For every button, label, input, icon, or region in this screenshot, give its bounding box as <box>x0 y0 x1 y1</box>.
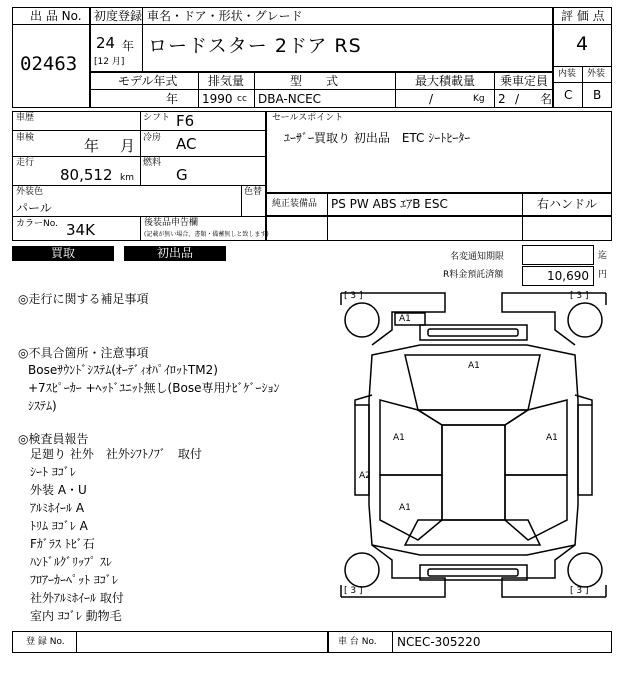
capacity-unit: 名 <box>540 92 553 106</box>
damage-mark: A1 <box>399 503 411 513</box>
ac-value: AC <box>176 135 197 153</box>
sales-point-text: ﾕｰｻﾞｰ買取り 初出品 ETC ｼｰﾄﾋｰﾀｰ <box>284 131 471 145</box>
aftermarket-label: 後装品申告欄 <box>144 218 199 228</box>
steering-position: 右ハンドル <box>537 197 598 211</box>
overall-grade: 4 <box>576 33 589 55</box>
defect-line: ｼｽﾃﾑ) <box>28 399 57 413</box>
max-load-label: 最大積載量 <box>415 74 476 88</box>
wheel-rear-right <box>568 553 602 587</box>
sales-point-label: セールスポイント <box>272 113 344 123</box>
grade-label: 評 価 点 <box>561 9 605 23</box>
damage-mark: A2 <box>359 471 371 481</box>
max-load-separator: / <box>429 92 434 106</box>
corner-label-bottom-left: [ 3 ] <box>344 586 363 596</box>
wheel-rear-left <box>345 553 379 587</box>
damage-mark: A1 <box>468 361 480 371</box>
car-name: ロードスター 2ドア RS <box>148 35 362 57</box>
quarter-left <box>380 475 442 540</box>
registration-year: 24 <box>96 34 116 52</box>
mileage-value: 80,512 <box>60 166 113 184</box>
badge-purchase: 買取 <box>12 246 114 261</box>
windshield <box>418 410 528 425</box>
inspection-label: 車検 <box>16 133 35 143</box>
inspector-line: ﾌﾛｱｰｶｰﾍﾟｯﾄ ﾖｺﾞﾚ <box>30 573 118 587</box>
side-bracket-tr <box>502 293 606 345</box>
title-change-unit: 迄 <box>598 251 608 261</box>
car-body-outline <box>369 345 578 555</box>
capacity-label: 乗車定員 <box>500 74 549 88</box>
inspector-line: 室内 ﾖｺﾞﾚ 動物毛 <box>30 609 122 623</box>
color-change-label: 色替 <box>244 187 263 197</box>
title-change-label: 名変通知期限 <box>450 252 505 262</box>
defect-line: +7ｽﾋﾟｰｶｰ +ﾍｯﾄﾞﾕﾆｯﾄ無し(Bose専用ﾅﾋﾞｹﾞｰｼｮﾝ <box>28 381 280 395</box>
front-bumper <box>420 325 527 340</box>
lot-number-label: 出 品 No. <box>30 9 82 23</box>
color-number-value: 34K <box>66 221 95 239</box>
chassis-number-label: 車 台 No. <box>338 637 377 647</box>
defect-line: Boseｻｳﾝﾄﾞｼｽﾃﾑ(ｵｰﾃﾞｨｵﾊﾟｲﾛｯﾄTM2) <box>28 363 218 377</box>
exterior-grade-label: 外装 <box>587 69 606 79</box>
mileage-label: 走行 <box>16 158 35 168</box>
registration-year-unit: 年 <box>122 39 135 53</box>
displacement-value: 1990 <box>202 92 233 106</box>
car-name-label: 車名・ドア・形状・グレード <box>147 9 303 23</box>
wheel-front-right <box>568 303 602 337</box>
history-label: 車歴 <box>16 113 35 123</box>
inspector-line: 足廻り 社外 社外ｼﾌﾄﾉﾌﾞ 取付 <box>30 447 202 461</box>
inspector-line: 外装 A・U <box>30 483 87 497</box>
corner-label-top-right: [ 3 ] <box>570 291 589 301</box>
badge-first-listing: 初出品 <box>124 246 226 261</box>
inspector-line: ｼｰﾄ ﾖｺﾞﾚ <box>30 465 76 479</box>
corner-label-top-left: [ 3 ] <box>344 291 363 301</box>
exterior-color-value: パール <box>16 201 52 215</box>
recycle-fee-unit: 円 <box>598 270 608 280</box>
quarter-right <box>505 475 567 540</box>
registration-month: [12 月] <box>94 57 125 67</box>
displacement-label: 排気量 <box>208 74 245 88</box>
inspector-report-title: ◎検査員報告 <box>18 432 89 446</box>
equipment-value: PS PW ABS ｴｱB ESC <box>331 197 448 211</box>
inspection-year-unit: 年 <box>84 137 100 155</box>
max-load-unit: Kg <box>473 94 485 104</box>
damage-mark: A1 <box>393 433 405 443</box>
capacity-value: 2 <box>498 92 506 106</box>
inspector-line: ﾄﾘﾑ ﾖｺﾞﾚ A <box>30 519 88 533</box>
interior-grade: C <box>564 88 573 102</box>
inspector-line: 社外ｱﾙﾐﾎｲｰﾙ 取付 <box>30 591 124 605</box>
displacement-unit: cc <box>237 94 247 104</box>
inspector-line: ｱﾙﾐﾎｲｰﾙ A <box>30 501 85 515</box>
cabin <box>442 425 505 520</box>
shift-label: シフト <box>143 113 171 123</box>
door-left <box>380 400 442 475</box>
model-year-label: モデル年式 <box>118 74 178 88</box>
first-registration-label: 初度登録 <box>94 9 143 23</box>
blank-row <box>266 216 612 241</box>
model-type-label: 型 式 <box>290 74 339 88</box>
corner-label-bottom-right: [ 3 ] <box>570 586 589 596</box>
capacity-separator: / <box>515 92 520 106</box>
interior-grade-label: 内装 <box>558 69 577 79</box>
mileage-unit: km <box>120 173 134 183</box>
title-change-value <box>522 245 594 265</box>
damage-mark: A1 <box>546 433 558 443</box>
shift-value: F6 <box>176 112 195 130</box>
inspector-line: ﾊﾝﾄﾞﾙｸﾞﾘｯﾌﾟ ｽﾚ <box>30 555 112 569</box>
fuel-value: G <box>176 166 188 184</box>
recycle-fee-label: R料金預託済額 <box>443 270 504 280</box>
recycle-fee-value: 10,690 <box>522 266 594 286</box>
registration-number-label: 登 録 No. <box>26 637 65 647</box>
defects-title: ◎不具合箇所・注意事項 <box>18 346 149 360</box>
exterior-grade: B <box>593 88 602 102</box>
chassis-number: NCEC-305220 <box>397 635 481 649</box>
trunk <box>405 520 540 545</box>
model-type: DBA-NCEC <box>258 92 322 106</box>
model-year-unit: 年 <box>166 92 179 106</box>
aftermarket-note: (記載が無い場合、書類・備蓄無しと致します) <box>144 231 269 238</box>
fuel-label: 燃料 <box>143 158 162 168</box>
rear-bumper <box>420 565 527 580</box>
damage-mark: A1 <box>399 314 411 324</box>
side-bracket-br <box>502 545 606 597</box>
inspection-month-unit: 月 <box>120 137 136 155</box>
ac-label: 冷房 <box>143 133 162 143</box>
exterior-color-label: 外装色 <box>16 187 44 197</box>
wheel-front-left <box>345 303 379 337</box>
color-number-label: カラーNo. <box>16 219 58 229</box>
lot-number: 02463 <box>20 53 78 75</box>
sales-point-box <box>266 111 612 193</box>
driving-notes-title: ◎走行に関する補足事項 <box>18 292 149 306</box>
inspector-line: Fｶﾞﾗｽ ﾄﾋﾞ石 <box>30 537 95 551</box>
equipment-label: 純正装備品 <box>272 199 318 209</box>
